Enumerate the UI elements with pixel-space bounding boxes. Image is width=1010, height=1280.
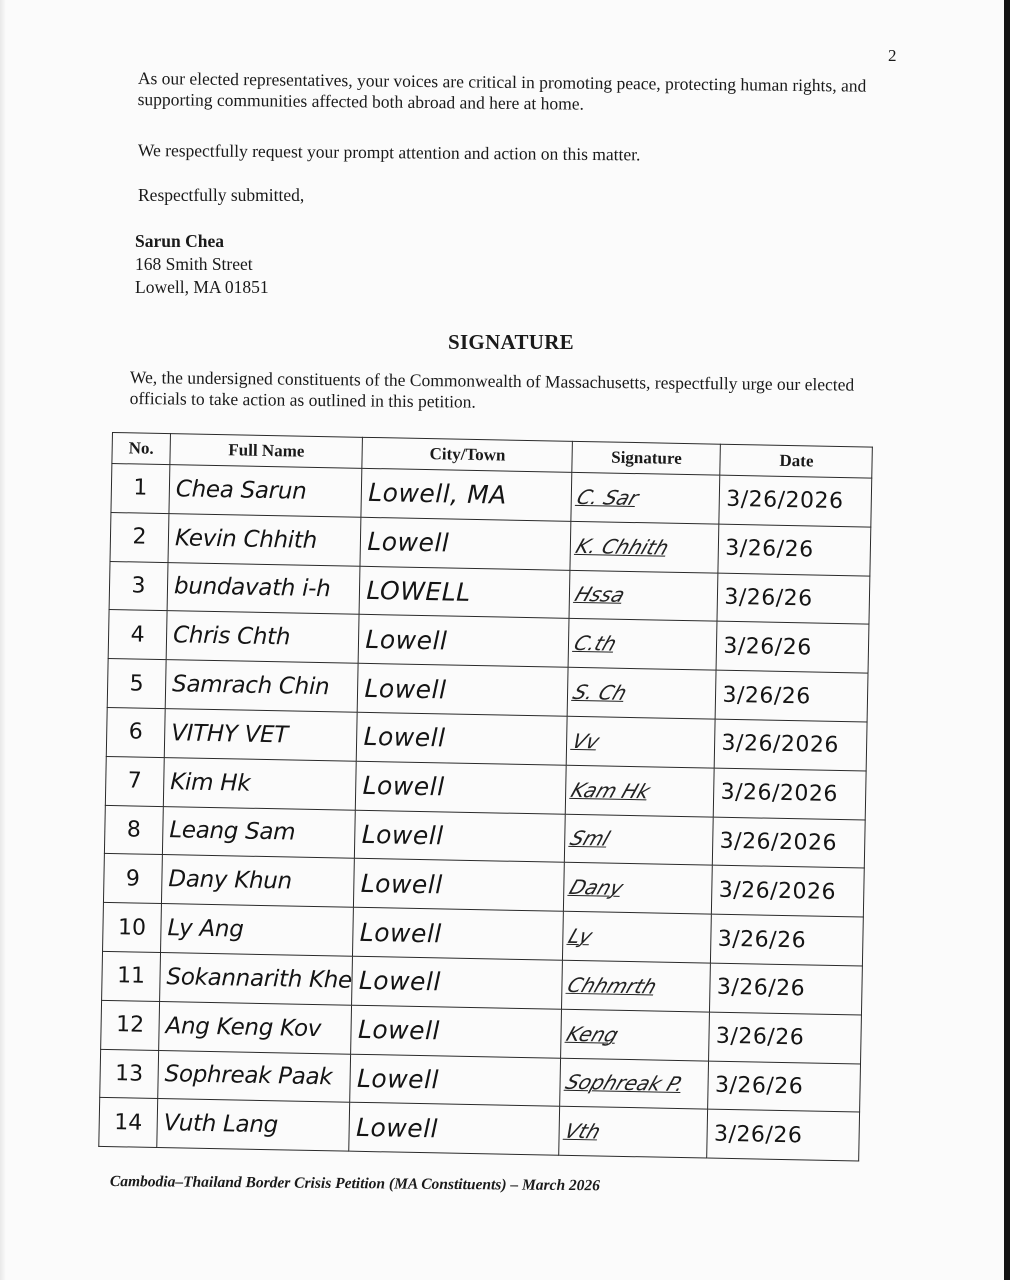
row-date: 3/26/26 [711,914,864,966]
row-full-name: Samrach Chin [165,660,358,712]
row-full-name: Kevin Chhith [168,513,361,565]
handwritten-signature: Sml [567,826,614,852]
row-signature [560,1058,709,1110]
row-number: 10 [103,903,162,953]
sender-city: Lowell, MA 01851 [135,277,269,297]
handwritten-signature: Chhmrth [564,972,661,999]
col-header-date: Date [720,444,873,478]
row-city-town: Lowell, MA [361,468,572,521]
row-signature [571,472,720,524]
row-number: 9 [103,854,162,904]
sender-street: 168 Smith Street [135,254,253,274]
row-full-name: Sokannarith Khe [160,952,353,1004]
row-full-name: Ang Keng Kov [159,1001,352,1053]
row-date: 3/26/2026 [714,768,867,820]
handwritten-signature: Keng [563,1021,623,1047]
col-header-city-town: City/Town [362,437,573,472]
row-date: 3/26/26 [716,670,869,722]
row-number: 12 [101,1000,160,1050]
row-city-town: Lowell [355,810,566,863]
row-number: 7 [105,756,164,806]
row-full-name: Dany Khun [161,855,354,907]
row-signature [569,570,718,622]
handwritten-signature: C.th [571,631,621,656]
body-paragraph-2: We respectfully request your prompt attention and action on this matter. [137,140,641,165]
row-date: 3/26/26 [707,1109,860,1161]
body-paragraph-1: As our elected representatives, your voices are critical in promoting peace, protecting human rights, and supporting communities affected both abroad and here at home. [137,68,867,114]
handwritten-signature: Hssa [572,582,629,608]
row-date: 3/26/2026 [719,475,872,527]
row-full-name: Vuth Lang [157,1099,350,1151]
signature-table-wrapper [98,432,873,1162]
page-number: 2 [888,46,897,65]
row-full-name: Leang Sam [162,806,355,858]
col-header-no: No. [112,433,171,465]
sender-name: Sarun Chea [135,231,224,251]
row-city-town: Lowell [360,517,571,570]
row-number: 11 [102,951,161,1001]
row-signature [570,521,719,573]
row-full-name: Sophreak Paak [158,1050,351,1102]
row-signature [568,619,717,671]
row-full-name: Kim Hk [163,757,356,809]
row-city-town: Lowell [358,663,569,716]
row-number: 6 [106,707,165,757]
row-date: 3/26/26 [709,1012,862,1064]
signature-intro: We, the undersigned constituents of the Commonwealth of Massachusetts, respectfully urge our elected officials to take action as outlined in this petition. [129,367,855,412]
row-signature [565,814,714,866]
row-number: 4 [108,610,167,660]
row-signature [559,1107,708,1159]
row-number: 14 [99,1098,158,1148]
row-city-town: Lowell [356,761,567,814]
row-city-town: Lowell [351,1005,562,1058]
row-signature [563,911,712,963]
handwritten-signature: S. Ch [570,680,631,705]
row-signature [564,863,713,915]
row-city-town: Lowell [354,859,565,912]
sender-block [135,230,269,299]
row-signature [561,1009,710,1061]
row-date: 3/26/26 [718,524,871,576]
closing-line: Respectfully submitted, [138,185,305,205]
row-full-name: Chris Chth [166,611,359,663]
handwritten-signature: Vth [561,1119,605,1144]
signature-heading: SIGNATURE [447,330,574,354]
scan-edge-shadow [0,0,6,1280]
handwritten-signature: Dany [566,875,628,901]
row-date: 3/26/2026 [715,719,868,771]
row-date: 3/26/26 [717,573,870,625]
row-full-name: bundavath i-h [167,562,360,614]
signature-table-body [99,464,872,1162]
row-full-name: Chea Sarun [169,465,362,517]
row-date: 3/26/2026 [713,817,866,869]
row-number: 13 [100,1049,159,1099]
handwritten-signature: Ly [565,924,597,949]
row-date: 3/26/26 [708,1061,861,1113]
row-number: 2 [110,512,169,562]
row-city-town: Lowell [349,1103,560,1156]
handwritten-signature: K. Chhith [573,533,673,560]
row-signature [567,716,716,768]
row-city-town: Lowell [359,615,570,668]
row-city-town: LOWELL [359,566,570,619]
row-number: 1 [111,464,170,514]
row-number: 8 [104,805,163,855]
row-city-town: Lowell [357,712,568,765]
row-date: 3/26/2026 [712,865,865,917]
handwritten-signature: Sophreak P. [562,1070,688,1097]
row-number: 3 [109,561,168,611]
signature-table [98,432,873,1162]
handwritten-signature: C. Sar [574,484,643,510]
handwritten-signature: Vv [569,728,604,754]
row-date: 3/26/26 [710,963,863,1015]
row-signature [566,765,715,817]
row-signature [562,960,711,1012]
row-city-town: Lowell [350,1054,561,1107]
row-full-name: Ly Ang [161,904,354,956]
document-footer: Cambodia–Thailand Border Crisis Petition (MA Constituents) – March 2026 [109,1173,601,1195]
row-signature [568,667,717,719]
row-city-town: Lowell [353,907,564,960]
col-header-full-name: Full Name [170,434,363,469]
row-number: 5 [107,659,166,709]
row-city-town: Lowell [352,956,563,1009]
row-full-name: VITHY VET [164,709,357,761]
handwritten-signature: Kam Hk [568,777,654,803]
row-date: 3/26/26 [716,622,869,674]
col-header-signature: Signature [572,441,721,475]
